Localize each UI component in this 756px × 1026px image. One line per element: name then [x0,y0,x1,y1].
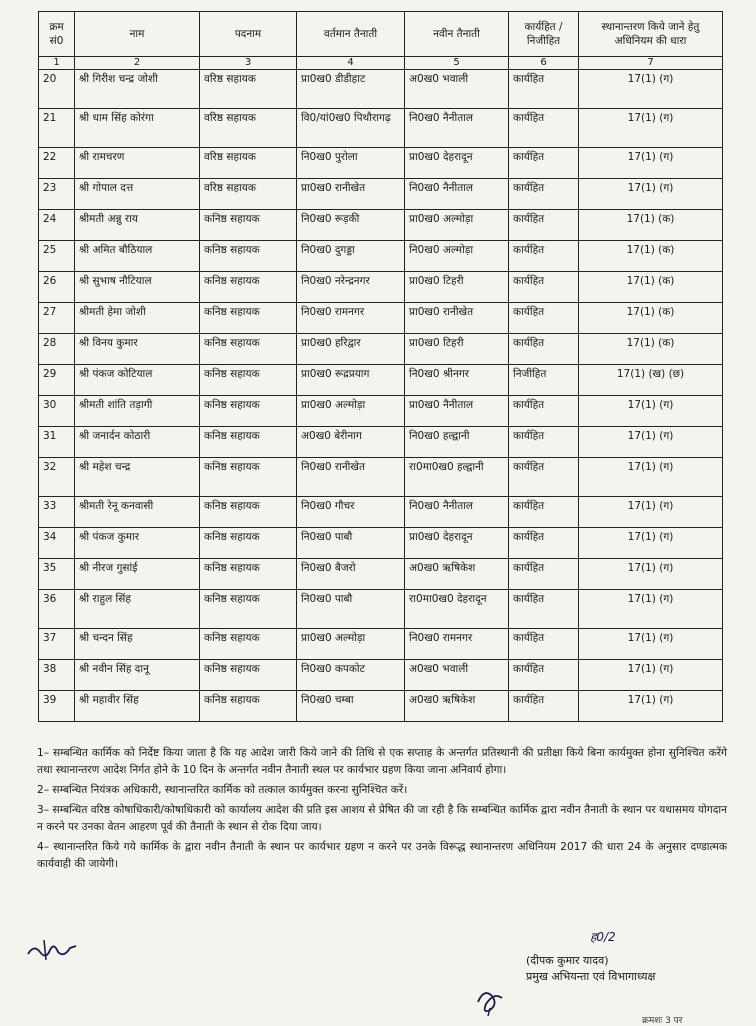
cell-new-posting: प्रा0ख0 देहरादून [405,528,509,559]
cell-current-posting: नि0ख0 रानीखेत [297,458,405,497]
cell-current-posting: नि0ख0 रामनगर [297,303,405,334]
cell-new-posting: प्रा0ख0 टिहरी [405,334,509,365]
table-row [39,303,723,334]
cell-section: 17(1) (ग) [579,148,723,179]
table-row [39,109,723,148]
cell-name: श्री पंकज कोटियाल [75,365,200,396]
cell-new-posting: नि0ख0 नैनीताल [405,179,509,210]
cell-interest: कार्यहित [509,272,579,303]
cell-section: 17(1) (ग) [579,660,723,691]
cell-designation: वरिष्ठ सहायक [200,179,297,210]
table-row [39,179,723,210]
cell-interest: कार्यहित [509,629,579,660]
cell-name: श्रीमती शांति तड़ागी [75,396,200,427]
cell-designation: कनिष्ठ सहायक [200,629,297,660]
signatory-name: (दीपक कुमार यादव) [526,954,609,967]
cell-interest: कार्यहित [509,396,579,427]
cell-section: 17(1) (क) [579,241,723,272]
cell-section: 17(1) (ग) [579,497,723,528]
cell-section: 17(1) (क) [579,334,723,365]
cell-section: 17(1) (ख) (छ) [579,365,723,396]
cell-new-posting: नि0ख0 नैनीताल [405,497,509,528]
cell-new-posting: अ0ख0 भवाली [405,660,509,691]
column-number: 2 [75,57,200,70]
table-row [39,365,723,396]
cell-designation: कनिष्ठ सहायक [200,365,297,396]
cell-section: 17(1) (क) [579,210,723,241]
header-name: नाम [75,12,200,57]
cell-new-posting: नि0ख0 श्रीनगर [405,365,509,396]
cell-interest: कार्यहित [509,210,579,241]
cell-interest: कार्यहित [509,303,579,334]
cell-section: 17(1) (ग) [579,458,723,497]
cell-current-posting: नि0ख0 रूड़की [297,210,405,241]
cell-designation: कनिष्ठ सहायक [200,241,297,272]
table-row [39,396,723,427]
cell-serial: 26 [39,272,75,303]
cell-designation: वरिष्ठ सहायक [200,109,297,148]
cell-new-posting: प्रा0ख0 अल्मोड़ा [405,210,509,241]
cell-serial: 24 [39,210,75,241]
header-new-posting: नवीन तैनाती [405,12,509,57]
table-row [39,528,723,559]
page-continuation-note: क्रमशः 3 पर [642,1016,683,1026]
cell-interest: कार्यहित [509,334,579,365]
cell-serial: 34 [39,528,75,559]
column-number: 3 [200,57,297,70]
instruction-note: 1– सम्बन्धित कार्मिक को निर्देष्ट किया जाता है कि यह आदेश जारी किये जाने की तिथि से एक सप्ताह के अन्तर्गत प्रतिस्थानी की प्रतीक्षा किये बिना कार्यमुक्त होना सुनिश्चित करेंगे तथा स्थानान्तरण आदेश निर्गत होने के 10 दिन के अन्तर्गत नवीन तैनाती स्थल पर कार्यभार ग्रहण किया जाना अनिवार्य होगा। [37,747,727,776]
cell-current-posting: प्रा0ख0 रानीखेत [297,179,405,210]
cell-designation: कनिष्ठ सहायक [200,272,297,303]
cell-serial: 36 [39,590,75,629]
cell-serial: 33 [39,497,75,528]
signature-scribble-bottom [472,982,508,1018]
table-row [39,691,723,722]
cell-designation: कनिष्ठ सहायक [200,660,297,691]
cell-serial: 35 [39,559,75,590]
cell-interest: कार्यहित [509,70,579,109]
cell-designation: कनिष्ठ सहायक [200,559,297,590]
column-number: 6 [509,57,579,70]
cell-new-posting: रा0मा0ख0 हल्द्वानी [405,458,509,497]
header-current-posting: वर्तमान तैनाती [297,12,405,57]
cell-current-posting: वि0/यां0ख0 पिथौरागढ़ [297,109,405,148]
cell-designation: कनिष्ठ सहायक [200,590,297,629]
cell-name: श्री अमित बौठियाल [75,241,200,272]
table-row [39,334,723,365]
cell-interest: कार्यहित [509,458,579,497]
cell-new-posting: नि0ख0 हल्द्वानी [405,427,509,458]
cell-serial: 31 [39,427,75,458]
cell-section: 17(1) (ग) [579,559,723,590]
cell-new-posting: अ0ख0 ऋषिकेश [405,691,509,722]
cell-serial: 23 [39,179,75,210]
cell-section: 17(1) (ग) [579,179,723,210]
cell-current-posting: नि0ख0 चम्बा [297,691,405,722]
transfer-table [38,11,723,722]
cell-section: 17(1) (क) [579,272,723,303]
cell-name: श्री सुभाष नौटियाल [75,272,200,303]
cell-new-posting: नि0ख0 नैनीताल [405,109,509,148]
signature-mark: ह0/2 [590,930,616,944]
signatory-title: प्रमुख अभियन्ता एवं विभागाध्यक्ष [526,970,656,983]
cell-serial: 32 [39,458,75,497]
table-row [39,272,723,303]
cell-name: श्री गिरीश चन्द्र जोशी [75,70,200,109]
cell-serial: 29 [39,365,75,396]
cell-designation: वरिष्ठ सहायक [200,148,297,179]
cell-current-posting: प्रा0ख0 डीडीहाट [297,70,405,109]
cell-serial: 39 [39,691,75,722]
cell-new-posting: रा0मा0ख0 देहरादून [405,590,509,629]
table-row [39,210,723,241]
cell-designation: कनिष्ठ सहायक [200,497,297,528]
cell-interest: निजीहित [509,365,579,396]
cell-serial: 21 [39,109,75,148]
instruction-note: 3– सम्बन्धित वरिष्ठ कोषाधिकारी/कोषाधिकारी को कार्यालय आदेश की प्रति इस आशय से प्रेषित की जा रही है कि सम्बन्धित कार्मिक द्वारा नवीन तैनाती के स्थान पर यथासमय योगदान न करने पर उनका वेतन आहरण पूर्व की तैनाती के स्थान से रोक दिया जाय। [37,804,727,833]
cell-current-posting: अ0ख0 बेरीनाग [297,427,405,458]
cell-designation: कनिष्ठ सहायक [200,427,297,458]
cell-serial: 37 [39,629,75,660]
signatory-block [526,953,726,985]
cell-designation: कनिष्ठ सहायक [200,396,297,427]
table-body [39,70,723,722]
column-number: 1 [39,57,75,70]
cell-interest: कार्यहित [509,427,579,458]
cell-current-posting: प्रा0ख0 अल्मोड़ा [297,396,405,427]
header-designation: पदनाम [200,12,297,57]
cell-name: श्री चन्दन सिंह [75,629,200,660]
cell-serial: 30 [39,396,75,427]
cell-section: 17(1) (ग) [579,629,723,660]
cell-interest: कार्यहित [509,497,579,528]
cell-name: श्री विनय कुमार [75,334,200,365]
cell-interest: कार्यहित [509,148,579,179]
cell-name: श्री गोपाल दत्त [75,179,200,210]
column-number: 4 [297,57,405,70]
cell-new-posting: नि0ख0 रामनगर [405,629,509,660]
cell-interest: कार्यहित [509,590,579,629]
cell-name: श्रीमती अन्नु राय [75,210,200,241]
cell-name: श्रीमती रेनू कनवासी [75,497,200,528]
column-number: 5 [405,57,509,70]
cell-new-posting: अ0ख0 ऋषिकेश [405,559,509,590]
instruction-note: 4– स्थानान्तरित किये गये कार्मिक के द्वारा नवीन तैनाती के स्थान पर कार्यभार ग्रहण न करने पर उनके विरूद्ध स्थानान्तरण अधिनियम 2017 की धारा 24 के अनुसार दण्डात्मक कार्यवाही की जायेगी। [37,841,727,870]
cell-section: 17(1) (ग) [579,70,723,109]
cell-current-posting: प्रा0ख0 हरिद्वार [297,334,405,365]
cell-name: श्री नीरज गुसांई [75,559,200,590]
cell-section: 17(1) (क) [579,303,723,334]
cell-current-posting: नि0ख0 गौचर [297,497,405,528]
cell-interest: कार्यहित [509,241,579,272]
cell-name: श्री धाम सिंह कोरंगा [75,109,200,148]
cell-current-posting: नि0ख0 कपकोट [297,660,405,691]
cell-interest: कार्यहित [509,559,579,590]
cell-section: 17(1) (ग) [579,590,723,629]
cell-name: श्री पंकज कुमार [75,528,200,559]
cell-interest: कार्यहित [509,660,579,691]
cell-interest: कार्यहित [509,528,579,559]
cell-serial: 27 [39,303,75,334]
header-section: स्थानान्तरण किये जाने हेतु अधिनियम की धारा [579,12,723,57]
table-row [39,458,723,497]
table-header-row [39,12,723,57]
cell-name: श्री राहुल सिंह [75,590,200,629]
cell-name: श्री नवीन सिंह दानू [75,660,200,691]
cell-new-posting: प्रा0ख0 टिहरी [405,272,509,303]
cell-name: श्री महेश चन्द्र [75,458,200,497]
cell-section: 17(1) (ग) [579,396,723,427]
cell-name: श्री रामचरण [75,148,200,179]
column-number-row [39,57,723,70]
cell-new-posting: अ0ख0 भवाली [405,70,509,109]
table-row [39,427,723,458]
cell-designation: कनिष्ठ सहायक [200,303,297,334]
cell-name: श्री जनार्दन कोठारी [75,427,200,458]
cell-interest: कार्यहित [509,179,579,210]
table-row [39,148,723,179]
signature-scribble-left [24,936,80,964]
cell-current-posting: प्रा0ख0 अल्मोड़ा [297,629,405,660]
cell-current-posting: नि0ख0 दुगड्डा [297,241,405,272]
cell-name: श्रीमती हेमा जोशी [75,303,200,334]
cell-designation: कनिष्ठ सहायक [200,210,297,241]
cell-new-posting: प्रा0ख0 रानीखेत [405,303,509,334]
header-interest: कार्यहित / निजीहित [509,12,579,57]
cell-designation: कनिष्ठ सहायक [200,334,297,365]
header-serial: क्रम सं0 [39,12,75,57]
cell-current-posting: नि0ख0 पाबौ [297,590,405,629]
cell-current-posting: प्रा0ख0 रूद्रप्रयाग [297,365,405,396]
cell-serial: 28 [39,334,75,365]
cell-section: 17(1) (ग) [579,109,723,148]
cell-designation: कनिष्ठ सहायक [200,458,297,497]
table-row [39,590,723,629]
cell-serial: 38 [39,660,75,691]
instruction-note: 2– सम्बन्धित नियंत्रक अधिकारी, स्थानान्तरित कार्मिक को तत्काल कार्यमुक्त करना सुनिश्चित करें। [37,784,408,796]
cell-new-posting: प्रा0ख0 नैनीताल [405,396,509,427]
cell-designation: कनिष्ठ सहायक [200,691,297,722]
cell-interest: कार्यहित [509,691,579,722]
table-row [39,497,723,528]
cell-section: 17(1) (ग) [579,427,723,458]
cell-current-posting: नि0ख0 बैजरो [297,559,405,590]
table-row [39,629,723,660]
cell-designation: वरिष्ठ सहायक [200,70,297,109]
cell-name: श्री महावीर सिंह [75,691,200,722]
cell-current-posting: नि0ख0 नरेन्द्रनगर [297,272,405,303]
table-row [39,559,723,590]
cell-new-posting: नि0ख0 अल्मोड़ा [405,241,509,272]
cell-current-posting: नि0ख0 पुरोला [297,148,405,179]
cell-new-posting: प्रा0ख0 देहरादून [405,148,509,179]
cell-designation: कनिष्ठ सहायक [200,528,297,559]
cell-section: 17(1) (ग) [579,528,723,559]
instructions-section [37,745,727,876]
cell-serial: 20 [39,70,75,109]
column-number: 7 [579,57,723,70]
cell-interest: कार्यहित [509,109,579,148]
table-row [39,70,723,109]
cell-serial: 22 [39,148,75,179]
table-row [39,241,723,272]
cell-current-posting: नि0ख0 पाबौ [297,528,405,559]
cell-section: 17(1) (ग) [579,691,723,722]
table-row [39,660,723,691]
cell-serial: 25 [39,241,75,272]
